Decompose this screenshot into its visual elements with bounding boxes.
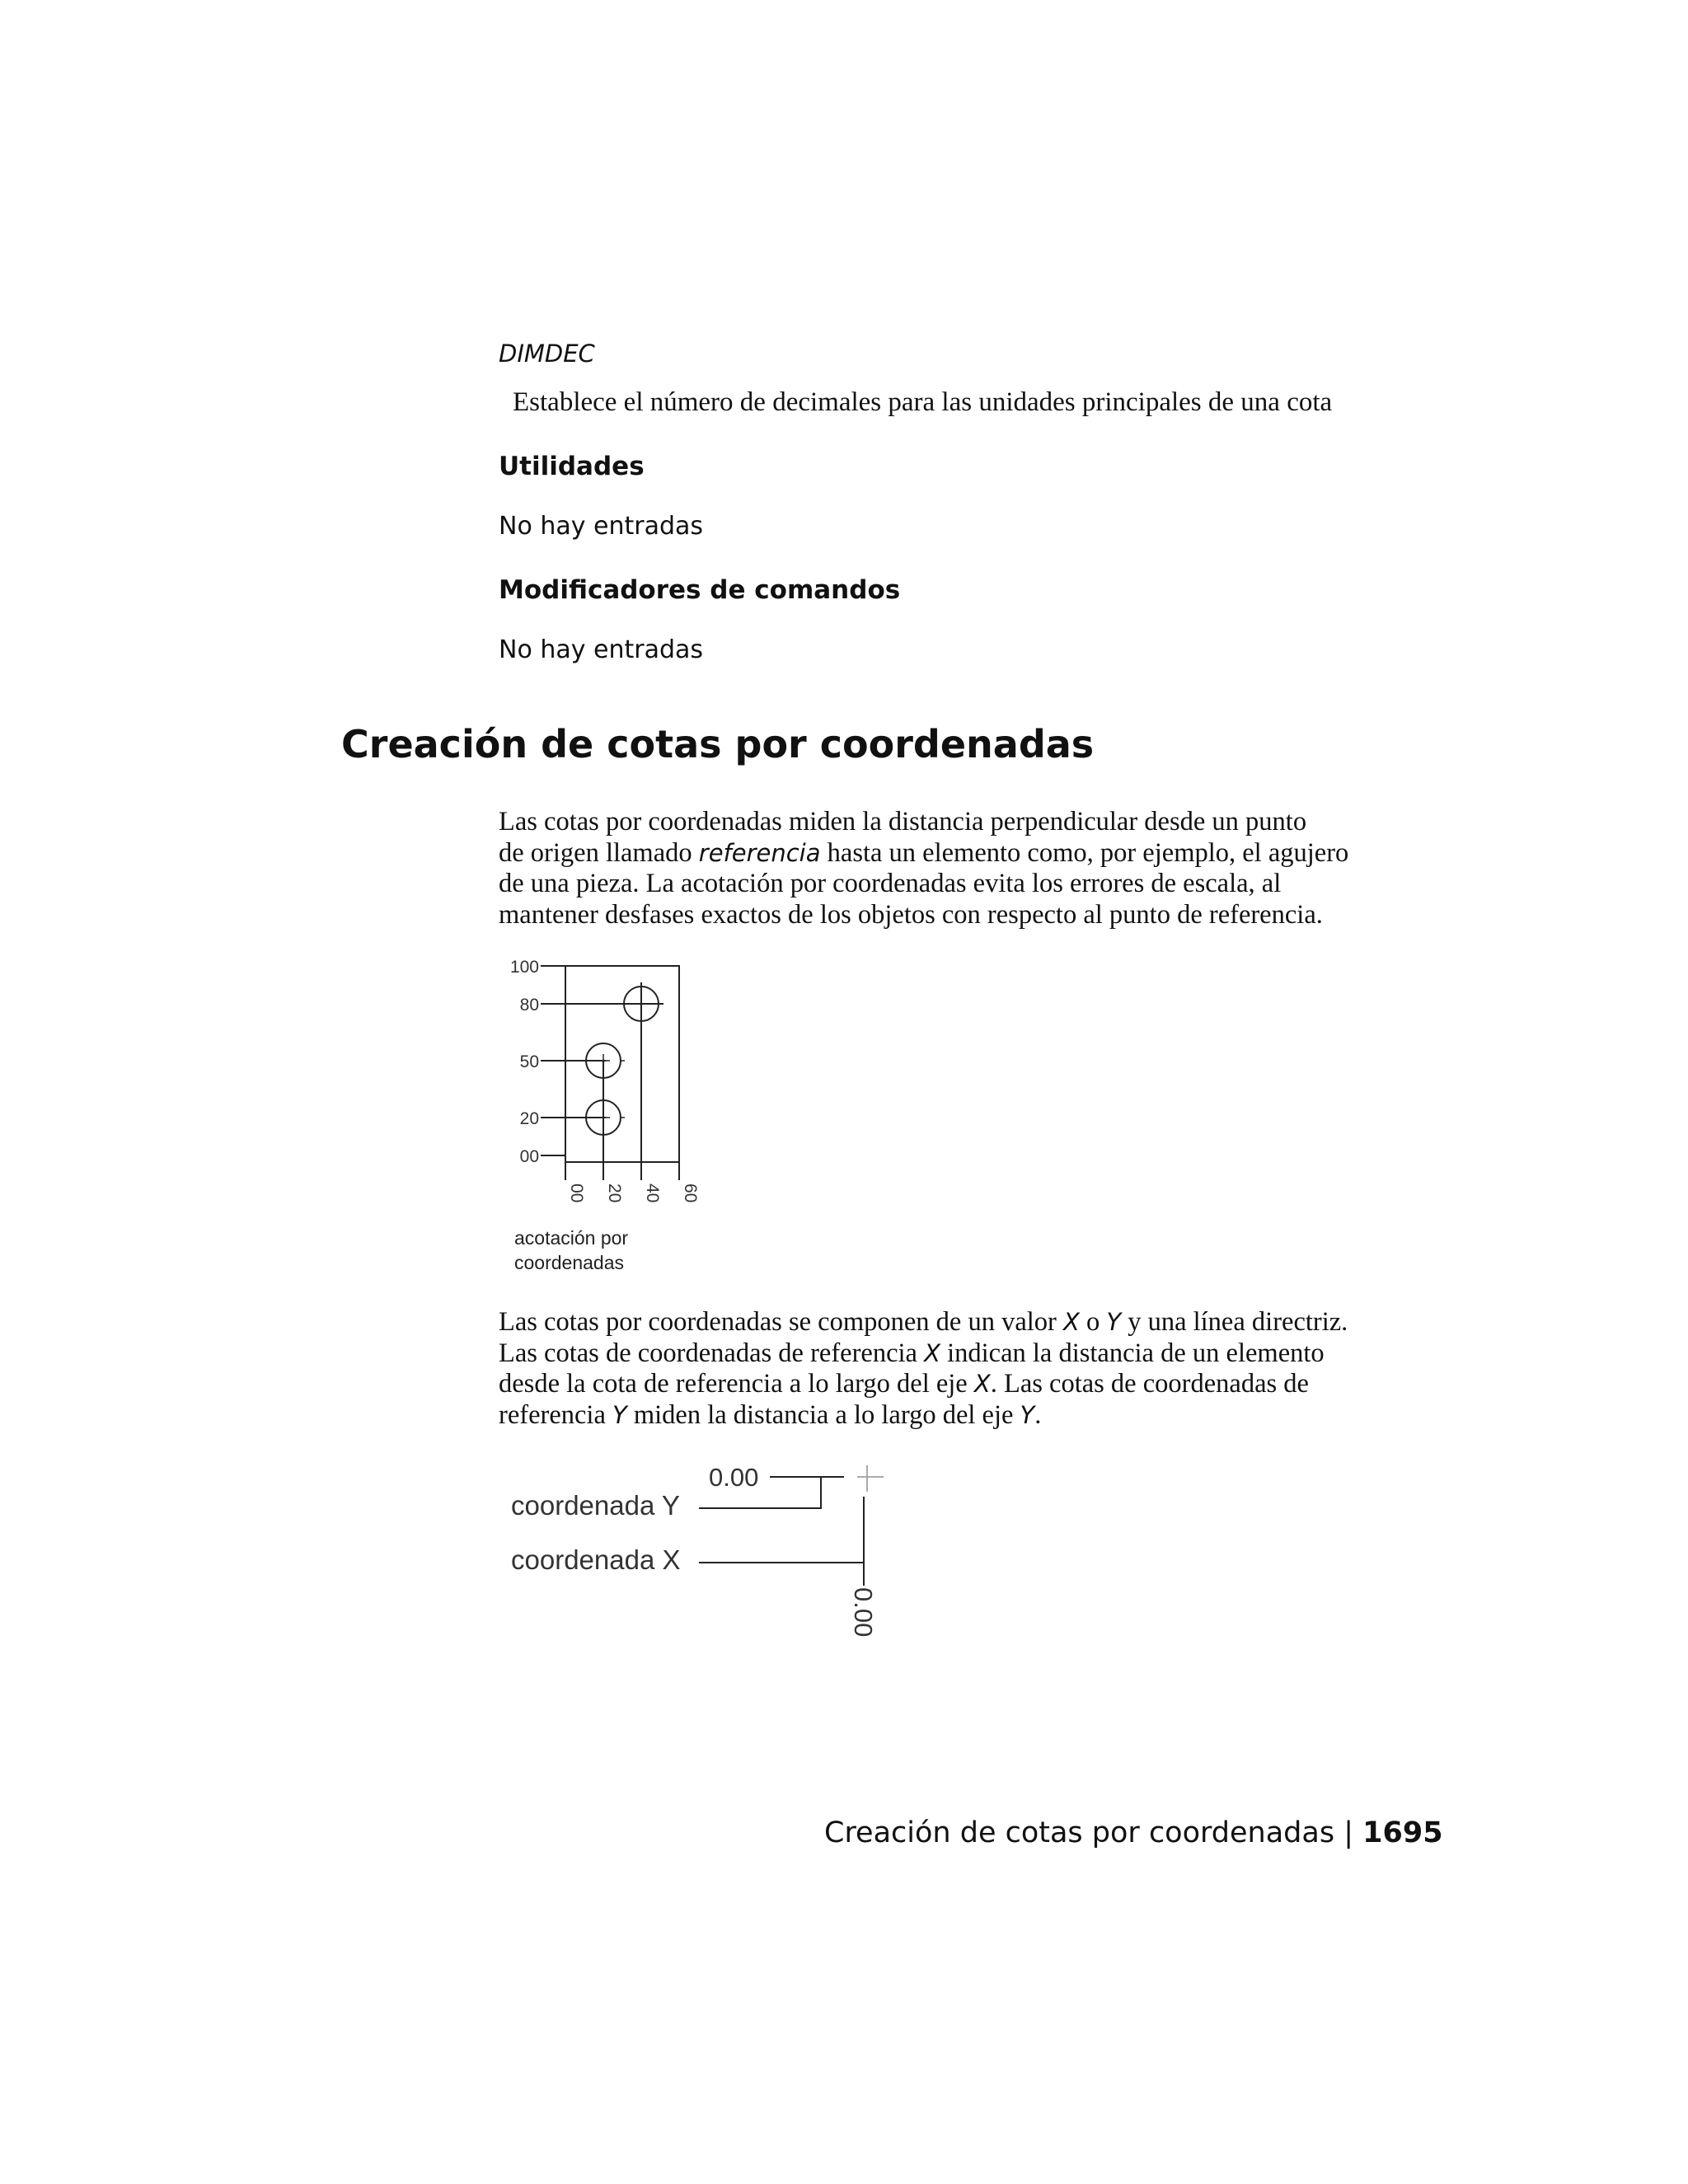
text-run: Las cotas por coordenadas se componen de un valor <box>499 1307 1063 1337</box>
coordinate-xy-figure <box>504 1459 900 1648</box>
paragraph-line <box>499 838 1418 869</box>
paragraph-line: Las cotas por coordenadas miden la distancia perpendicular desde un punto <box>499 807 1307 837</box>
x-label: 60 <box>681 1183 700 1203</box>
emphasis-term: X <box>924 1338 940 1367</box>
paragraph-line: mantener desfases exactos de los objetos con respecto al punto de referencia. <box>499 899 1323 930</box>
x-value: 0.00 <box>849 1587 878 1638</box>
utilities-text: No hay entradas <box>499 512 704 541</box>
y-label: 00 <box>519 1147 539 1166</box>
coordinate-y-label: coordenada Y <box>511 1490 680 1521</box>
text-run: . <box>1034 1399 1042 1430</box>
footer-title: Creación de cotas por coordenadas <box>824 1816 1335 1849</box>
emphasis-term: X <box>973 1370 991 1398</box>
text-run: miden la distancia a lo largo del eje <box>626 1399 1020 1430</box>
emphasis-term: Y <box>1106 1308 1122 1336</box>
y-label: 20 <box>519 1109 539 1128</box>
emphasis-term: Y <box>612 1400 627 1429</box>
text-run: hasta un elemento como, por ejemplo, el agujero <box>820 837 1349 868</box>
part-outline <box>565 966 679 1162</box>
text-run: de origen llamado <box>499 837 699 868</box>
text-run: . Las cotas de coordenadas de <box>990 1369 1309 1399</box>
x-label: 40 <box>643 1183 662 1203</box>
y-label: 50 <box>519 1052 539 1071</box>
text-run: indican la distancia de un elemento <box>940 1338 1325 1368</box>
utilities-heading: Utilidades <box>499 452 645 481</box>
x-label: 00 <box>567 1183 586 1203</box>
x-coordinate-leader <box>699 1563 864 1586</box>
paragraph-line <box>499 1400 1418 1432</box>
modifiers-text: No hay entradas <box>499 635 704 664</box>
page-footer <box>824 1816 1443 1849</box>
emphasis-term: referencia <box>698 838 821 867</box>
footer-separator: | <box>1343 1816 1353 1849</box>
page-number: 1695 <box>1362 1816 1443 1849</box>
modifiers-heading: Modificadores de comandos <box>499 575 901 605</box>
y-value: 0.00 <box>709 1463 759 1492</box>
text-run: o <box>1079 1307 1107 1337</box>
paragraph-ordinate-intro <box>499 807 1418 930</box>
section-title: Creación de cotas por coordenadas <box>341 722 1095 766</box>
text-run: Las cotas de coordenadas de referencia <box>499 1338 925 1368</box>
paragraph-line <box>499 1307 1418 1338</box>
paragraph-line <box>499 1338 1418 1370</box>
y-label: 100 <box>509 958 539 977</box>
emphasis-term: Y <box>1020 1400 1035 1429</box>
ordinate-dimension-figure <box>495 949 709 1279</box>
text-run: referencia <box>499 1399 612 1430</box>
text-run: y una línea directriz. <box>1121 1307 1348 1337</box>
coordinate-x-label: coordenada X <box>511 1544 681 1575</box>
text-run: desde la cota de referencia a lo largo del eje <box>499 1369 974 1399</box>
variable-name: DIMDEC <box>499 340 595 368</box>
x-label: 20 <box>605 1183 624 1203</box>
paragraph-line <box>499 1369 1418 1400</box>
y-label: 80 <box>519 996 539 1015</box>
emphasis-term: X <box>1062 1308 1080 1336</box>
paragraph-line: de una pieza. La acotación por coordenadas evita los errores de escala, al <box>499 869 1282 898</box>
figure-caption: coordenadas <box>514 1252 624 1273</box>
figure-caption: acotación por <box>514 1227 629 1249</box>
variable-description: Establece el número de decimales para las unidades principales de una cota <box>513 387 1333 417</box>
paragraph-ordinate-components <box>499 1307 1418 1431</box>
